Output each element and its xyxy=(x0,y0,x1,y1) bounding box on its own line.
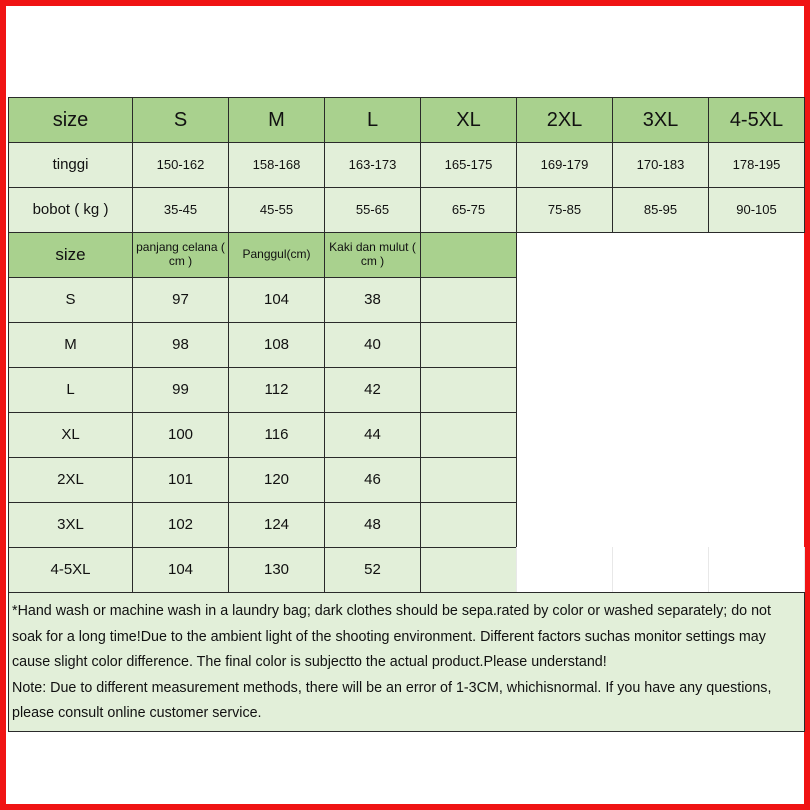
table-cell: 112 xyxy=(228,367,325,413)
measurement-note-text: Note: Due to different measurement methods, there will be an error of 1-3CM, whichisnormal. If you have any questions, please consult online customer service. xyxy=(12,679,772,721)
measure-header-panggul: Panggul(cm) xyxy=(228,232,325,278)
care-note-text: *Hand wash or machine wash in a laundry bag; dark clothes should be sepa.rated by color or washed separately; do not soak for a long time!Due to the ambient light of the shooting environment. Different factors suchas monitor settings may cause slight color difference. The final color is subjectto the actual product.Please understand! xyxy=(12,603,771,670)
table-cell: 85-95 xyxy=(612,187,709,233)
care-notes-box xyxy=(8,592,805,732)
table-cell: 99 xyxy=(132,367,229,413)
table-cell xyxy=(420,277,517,323)
table-cell: 104 xyxy=(228,277,325,323)
table-cell: 90-105 xyxy=(708,187,805,233)
table-cell: 163-173 xyxy=(324,142,421,188)
measure-row-size: L xyxy=(8,367,133,413)
size-header-label: size xyxy=(8,97,133,143)
table-cell: 104 xyxy=(132,547,229,593)
table-cell xyxy=(420,367,517,413)
table-cell: 170-183 xyxy=(612,142,709,188)
table-cell: 44 xyxy=(324,412,421,458)
measure-row-size: XL xyxy=(8,412,133,458)
table-cell: 38 xyxy=(324,277,421,323)
measure-header-size: size xyxy=(8,232,133,278)
empty-cell xyxy=(516,547,613,593)
size-header-m: M xyxy=(228,97,325,143)
row-label-tinggi: tinggi xyxy=(8,142,133,188)
empty-cell xyxy=(612,547,709,593)
table-cell xyxy=(420,322,517,368)
table-cell: 108 xyxy=(228,322,325,368)
table-cell: 46 xyxy=(324,457,421,503)
measure-header-panjang-celana: panjang celana ( cm ) xyxy=(132,232,229,278)
table-cell: 100 xyxy=(132,412,229,458)
row-label-bobot: bobot ( kg ) xyxy=(8,187,133,233)
table-cell: 178-195 xyxy=(708,142,805,188)
table-cell: 35-45 xyxy=(132,187,229,233)
table-cell: 130 xyxy=(228,547,325,593)
size-header-l: L xyxy=(324,97,421,143)
table-cell: 102 xyxy=(132,502,229,548)
table-cell xyxy=(420,547,517,593)
table-cell: 98 xyxy=(132,322,229,368)
table-cell: 42 xyxy=(324,367,421,413)
table-cell: 55-65 xyxy=(324,187,421,233)
table-cell: 169-179 xyxy=(516,142,613,188)
table-cell: 124 xyxy=(228,502,325,548)
table-cell: 40 xyxy=(324,322,421,368)
measure-header-kaki-mulut: Kaki dan mulut ( cm ) xyxy=(324,232,421,278)
table-cell: 116 xyxy=(228,412,325,458)
size-header-3xl: 3XL xyxy=(612,97,709,143)
table-cell: 120 xyxy=(228,457,325,503)
measure-header-empty xyxy=(420,232,517,278)
table-cell: 101 xyxy=(132,457,229,503)
measure-row-size: 2XL xyxy=(8,457,133,503)
table-cell: 165-175 xyxy=(420,142,517,188)
empty-cell xyxy=(708,547,805,593)
size-header-2xl: 2XL xyxy=(516,97,613,143)
size-header-xl: XL xyxy=(420,97,517,143)
table-cell: 158-168 xyxy=(228,142,325,188)
table-cell xyxy=(420,412,517,458)
table-cell: 97 xyxy=(132,277,229,323)
table-cell: 45-55 xyxy=(228,187,325,233)
table-cell xyxy=(420,457,517,503)
table-cell xyxy=(420,502,517,548)
size-header-4-5xl: 4-5XL xyxy=(708,97,805,143)
table-cell: 75-85 xyxy=(516,187,613,233)
table-cell: 48 xyxy=(324,502,421,548)
measure-row-size: 4-5XL xyxy=(8,547,133,593)
table-cell: 52 xyxy=(324,547,421,593)
measure-row-size: S xyxy=(8,277,133,323)
table-cell: 65-75 xyxy=(420,187,517,233)
size-header-s: S xyxy=(132,97,229,143)
table-cell: 150-162 xyxy=(132,142,229,188)
measure-row-size: M xyxy=(8,322,133,368)
measure-row-size: 3XL xyxy=(8,502,133,548)
